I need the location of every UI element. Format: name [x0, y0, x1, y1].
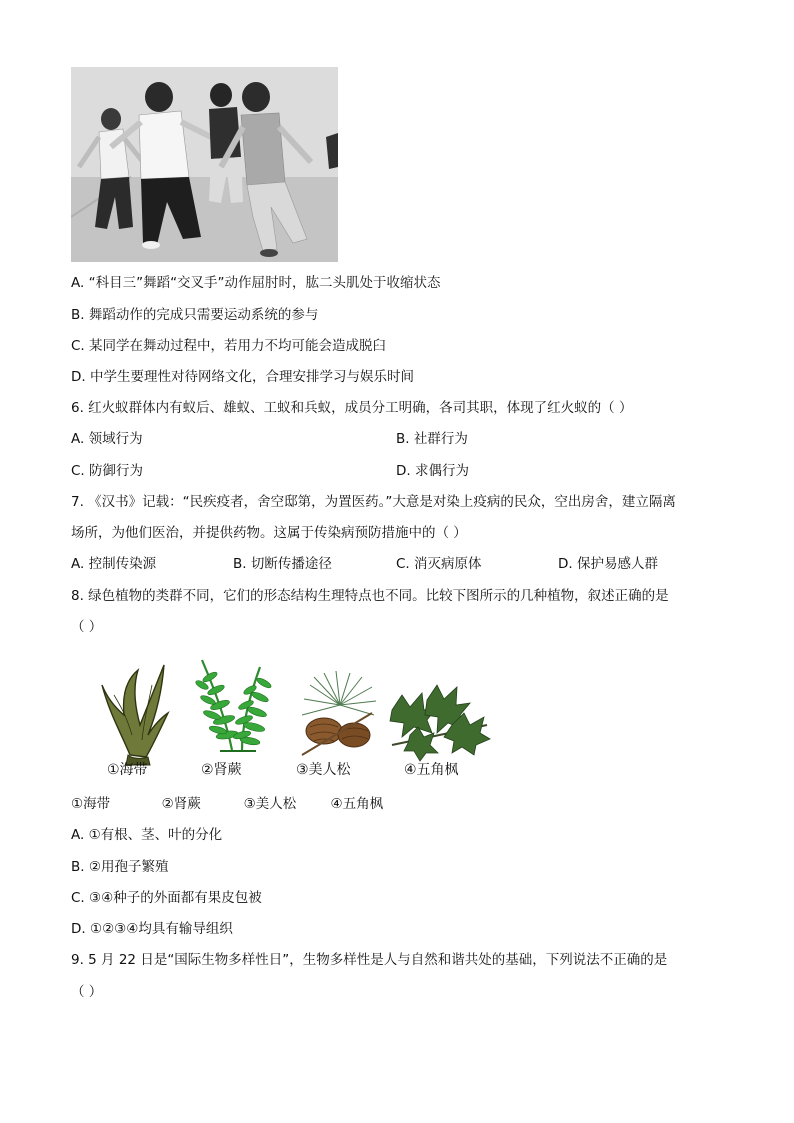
q6-stem: 6. 红火蚁群体内有蚁后、雄蚁、工蚁和兵蚁，成员分工明确，各司其职，体现了红火蚁的（ ） — [71, 400, 633, 416]
dance-photo — [71, 67, 338, 262]
q8-option-c: C. ③④种子的外面都有果皮包被 — [71, 890, 262, 906]
q7-option-b: B. 切断传播途径 — [233, 556, 332, 572]
pine-illustration — [302, 671, 376, 755]
q7-option-a: A. 控制传染源 — [71, 556, 157, 572]
q6-option-c: C. 防御行为 — [71, 463, 144, 479]
fern-illustration — [194, 660, 272, 751]
q8-option-a: A. ①有根、茎、叶的分化 — [71, 827, 223, 843]
kelp-illustration — [102, 665, 168, 765]
plant-caption-3: ③美人松 — [296, 762, 351, 778]
plant-caption-4: ④五角枫 — [404, 762, 459, 778]
q7-stem-line2: 场所，为他们医治，并提供药物。这属于传染病预防措施中的（ ） — [71, 525, 467, 541]
maple-illustration — [390, 685, 490, 761]
q6-option-b: B. 社群行为 — [396, 431, 468, 447]
q6-option-a: A. 领域行为 — [71, 431, 143, 447]
q8-legend: ①海带 ②肾蕨 ③美人松 ④五角枫 — [71, 796, 384, 812]
q5-option-b: B. 舞蹈动作的完成只需要运动系统的参与 — [71, 307, 319, 323]
q5-option-c: C. 某同学在舞动过程中，若用力不均可能会造成脱臼 — [71, 338, 387, 354]
q8-option-d: D. ①②③④均具有输导组织 — [71, 921, 233, 937]
q8-option-b: B. ②用孢子繁殖 — [71, 859, 169, 875]
q5-option-d: D. 中学生要理性对待网络文化，合理安排学习与娱乐时间 — [71, 369, 414, 385]
q6-option-d: D. 求偶行为 — [396, 463, 469, 479]
q5-option-a: A. “科目三”舞蹈“交叉手”动作屈肘时，肱二头肌处于收缩状态 — [71, 275, 441, 291]
q8-stem-line1: 8. 绿色植物的类群不同，它们的形态结构生理特点也不同。比较下图所示的几种植物，叙述正确的是 — [71, 588, 669, 604]
plant-caption-1: ①海带 — [107, 762, 148, 778]
q9-stem-line2: （ ） — [71, 984, 103, 1000]
q7-option-d: D. 保护易感人群 — [558, 556, 658, 572]
q8-stem-line2: （ ） — [71, 619, 103, 635]
q9-stem-line1: 9. 5 月 22 日是“国际生物多样性日”，生物多样性是人与自然和谐共处的基础，下列说法不正确的是 — [71, 952, 668, 968]
plant-caption-2: ②肾蕨 — [201, 762, 242, 778]
q7-stem-line1: 7. 《汉书》记载：“民疾疫者，舍空邸第，为置医药。”大意是对染上疫病的民众，空出房舍，建立隔离 — [71, 494, 676, 510]
q7-option-c: C. 消灭病原体 — [396, 556, 482, 572]
